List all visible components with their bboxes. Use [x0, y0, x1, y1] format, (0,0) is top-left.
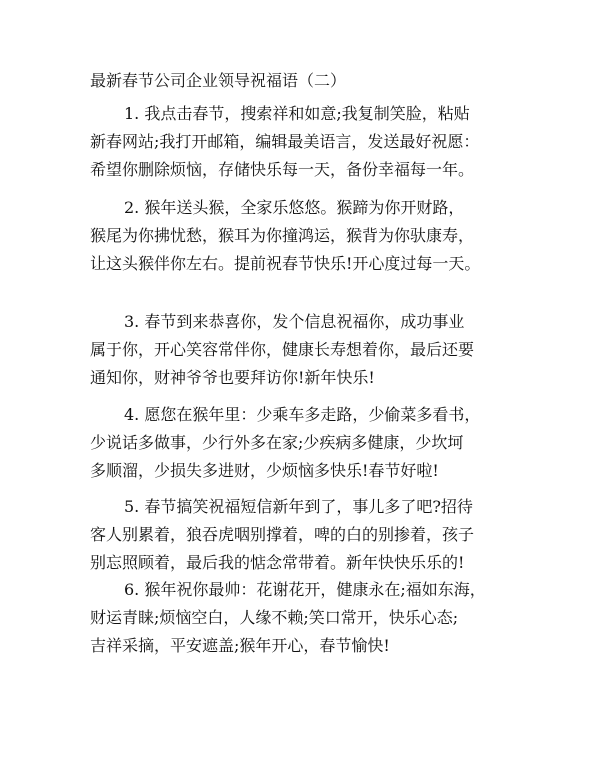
- paragraph-3: [90, 308, 530, 392]
- paragraph-line: 1. 我点击春节，搜索祥和如意;我复制笑脸，粘贴: [124, 104, 470, 123]
- paragraph-line: 4. 愿您在猴年里：少乘车多走路，少偷菜多看书，: [124, 405, 481, 424]
- paragraph-line: 别忘照顾着，最后我的惦念常带着。新年快快乐乐的!: [90, 553, 465, 572]
- paragraph-line: 多顺溜，少损失多进财，少烦恼多快乐!春节好啦!: [90, 461, 439, 480]
- paragraph-line: 让这头猴伴你左右。提前祝春节快乐!开心度过每一天。: [90, 254, 481, 273]
- paragraph-line: 6. 猴年祝你最帅：花谢花开，健康永在;福如东海，: [124, 580, 486, 599]
- paragraph-line: 3. 春节到来恭喜你，发个信息祝福你，成功事业: [124, 312, 465, 331]
- paragraph-line: 通知你，财神爷爷也要拜访你!新年快乐!: [90, 368, 375, 387]
- paragraph-1: [90, 100, 530, 184]
- paragraph-4: [90, 401, 530, 485]
- paragraph-line: 财运青睐;烦恼空白，人缘不赖;笑口常开，快乐心态;: [90, 608, 459, 627]
- document-title: 最新春节公司企业领导祝福语（二）: [90, 71, 347, 90]
- paragraph-line: 客人别累着，狼吞虎咽别撑着，啤的白的别掺着，孩子: [90, 525, 475, 544]
- paragraph-6: [90, 576, 530, 660]
- paragraph-line: 吉祥采摘，平安遮盖;猴年开心，春节愉快!: [90, 636, 390, 655]
- paragraph-5: [90, 493, 530, 577]
- paragraph-line: 猴尾为你拂忧愁，猴耳为你撞鸿运，猴背为你驮康寿，: [90, 226, 475, 245]
- paragraph-line: 属于你，开心笑容常伴你，健康长寿想着你，最后还要: [90, 340, 475, 359]
- paragraph-line: 希望你删除烦恼，存储快乐每一天，备份幸福每一年。: [90, 160, 475, 179]
- paragraph-line: 新春网站;我打开邮箱，编辑最美语言，发送最好祝愿：: [90, 132, 480, 151]
- paragraph-line: 2. 猴年送头猴，全家乐悠悠。猴蹄为你开财路，: [124, 198, 465, 217]
- paragraph-2: [90, 194, 530, 278]
- paragraph-line: 5. 春节搞笑祝福短信新年到了，事儿多了吧?招待: [124, 497, 473, 516]
- paragraph-line: 少说话多做事，少行外多在家;少疾病多健康，少坎坷: [90, 433, 464, 452]
